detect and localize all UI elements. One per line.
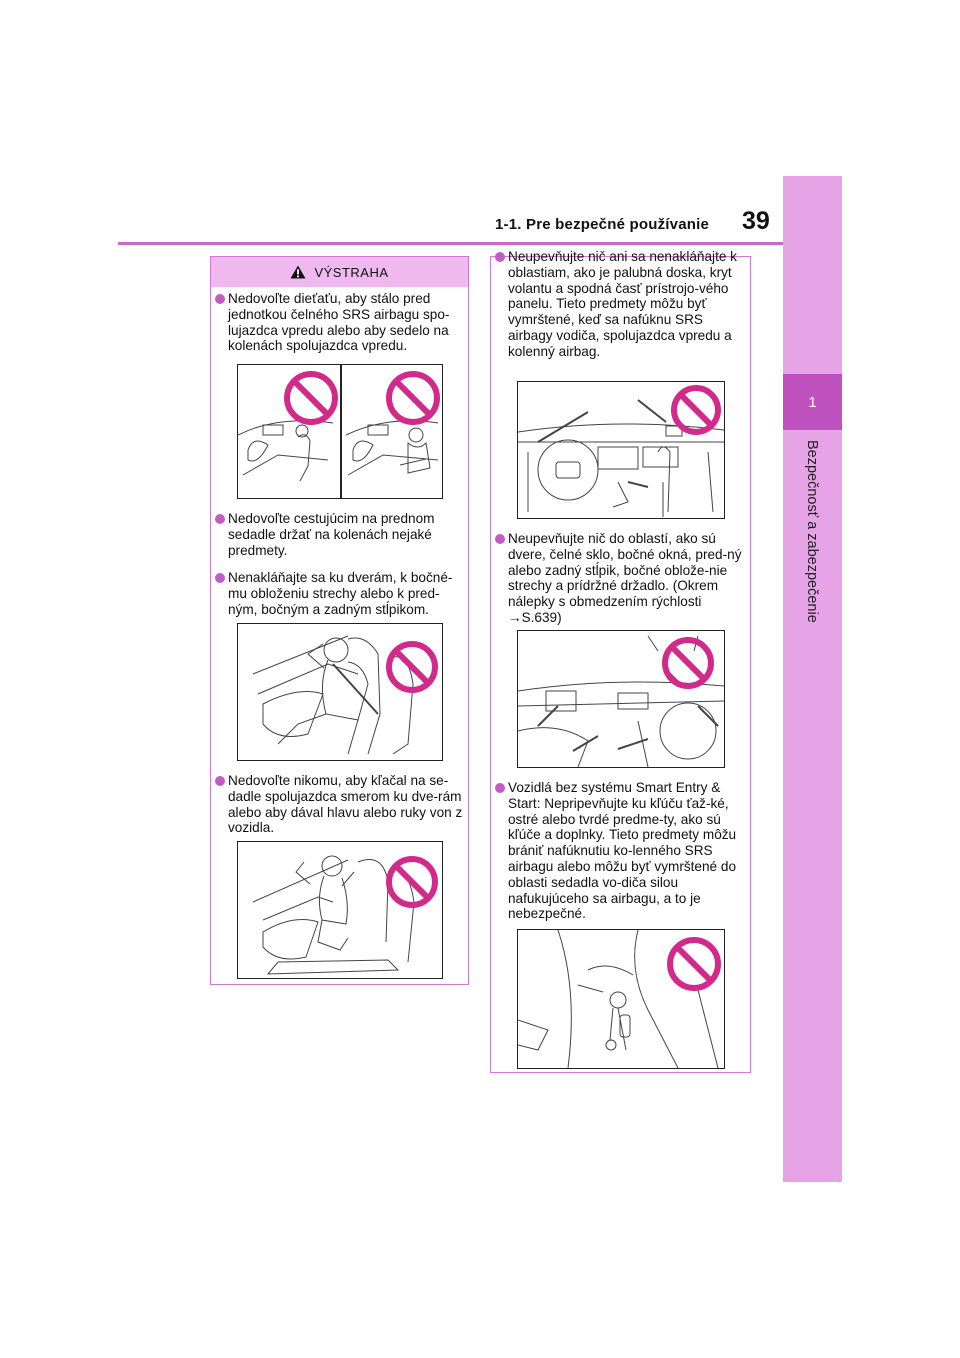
list-item-text: Vozidlá bez systému Smart Entry & Start: Nepripevňujte ku kľúču ťaž-ké, ostré alebo tvrdé predme-ty, ako sú kľúče a doplnky. Tieto predmety môžu brániť nafúknutiu ko-lenného SRS airbagu alebo môžu byť vymrštené do oblasti sedadla vo-diča silou nafukujúceho sa airbagu, a to je nebezpečné.: [508, 780, 737, 922]
bullet-icon: [215, 294, 225, 304]
list-item: [213, 291, 465, 354]
list-item-text: Nenakláňajte sa ku dverám, k bočné-mu obloženiu strechy alebo k pred-ným, bočným a zadným stĺpikom.: [228, 570, 453, 617]
illustration-dashboard-items: [517, 381, 725, 519]
list-item-text: Nedovoľte dieťaťu, aby stálo pred jednotkou čelného SRS airbagu spo-lujazdca vpredu alebo aby sedelo na kolenách spolujazdca vpredu.: [228, 291, 450, 354]
page-number: 39: [742, 207, 770, 235]
list-item-text: Neupevňujte nič do oblastí, ako sú dvere, čelné sklo, bočné okná, pred-ný alebo zadný stĺpik, bočné oblože-nie strechy a prídržné držadlo. (Okrem nálepky s obmedzením rýchlosti →S.639): [508, 531, 742, 625]
chapter-title: [783, 440, 842, 740]
illustration-keychain: [517, 929, 725, 1069]
header-rule: [118, 242, 783, 245]
list-item: [213, 511, 465, 558]
bullet-icon: [215, 776, 225, 786]
bullet-icon: [495, 252, 505, 262]
chapter-title-text: Bezpečnosť a zabezpečenie: [803, 440, 820, 623]
bullet-icon: [495, 783, 505, 793]
list-item-text: Nedovoľte nikomu, aby kľačal na se-dadle spolujazdca smerom ku dve-rám alebo aby dával hlavu alebo ruky von z vozidla.: [228, 773, 463, 836]
illustration-kneeling-seat: [237, 841, 443, 979]
chapter-number: 1: [808, 393, 817, 411]
warning-title: VÝSTRAHA: [314, 264, 389, 280]
illustration-child-front-seat: [237, 364, 443, 499]
illustration-pillar-items: [517, 630, 725, 768]
warning-panel-right: [490, 249, 751, 1073]
illustration-leaning-door: [237, 623, 443, 761]
list-item: [493, 249, 747, 360]
section-title: 1-1. Pre bezpečné používanie: [495, 216, 710, 233]
list-item-text: Neupevňujte nič ani sa nenakláňajte k oblastiam, ako je palubná doska, kryt volantu a spodná časť prístrojo-vého panelu. Tieto predmety môžu byť vymrštené, keď sa nafúknu SRS airbagy vodiča, spolujazdca vpredu a kolenný airbag.: [508, 249, 737, 359]
bullet-icon: [215, 514, 225, 524]
warning-header: [211, 257, 468, 287]
warning-triangle-icon: [290, 265, 306, 279]
bullet-icon: [215, 573, 225, 583]
warning-panel-left: [210, 256, 469, 985]
bullet-icon: [495, 534, 505, 544]
list-item: [493, 780, 747, 922]
list-item-text: Nedovoľte cestujúcim na prednom sedadle držať na kolenách nejaké predmety.: [228, 511, 435, 558]
list-item: [213, 570, 465, 617]
list-item: [493, 531, 747, 626]
list-item: [213, 773, 465, 836]
